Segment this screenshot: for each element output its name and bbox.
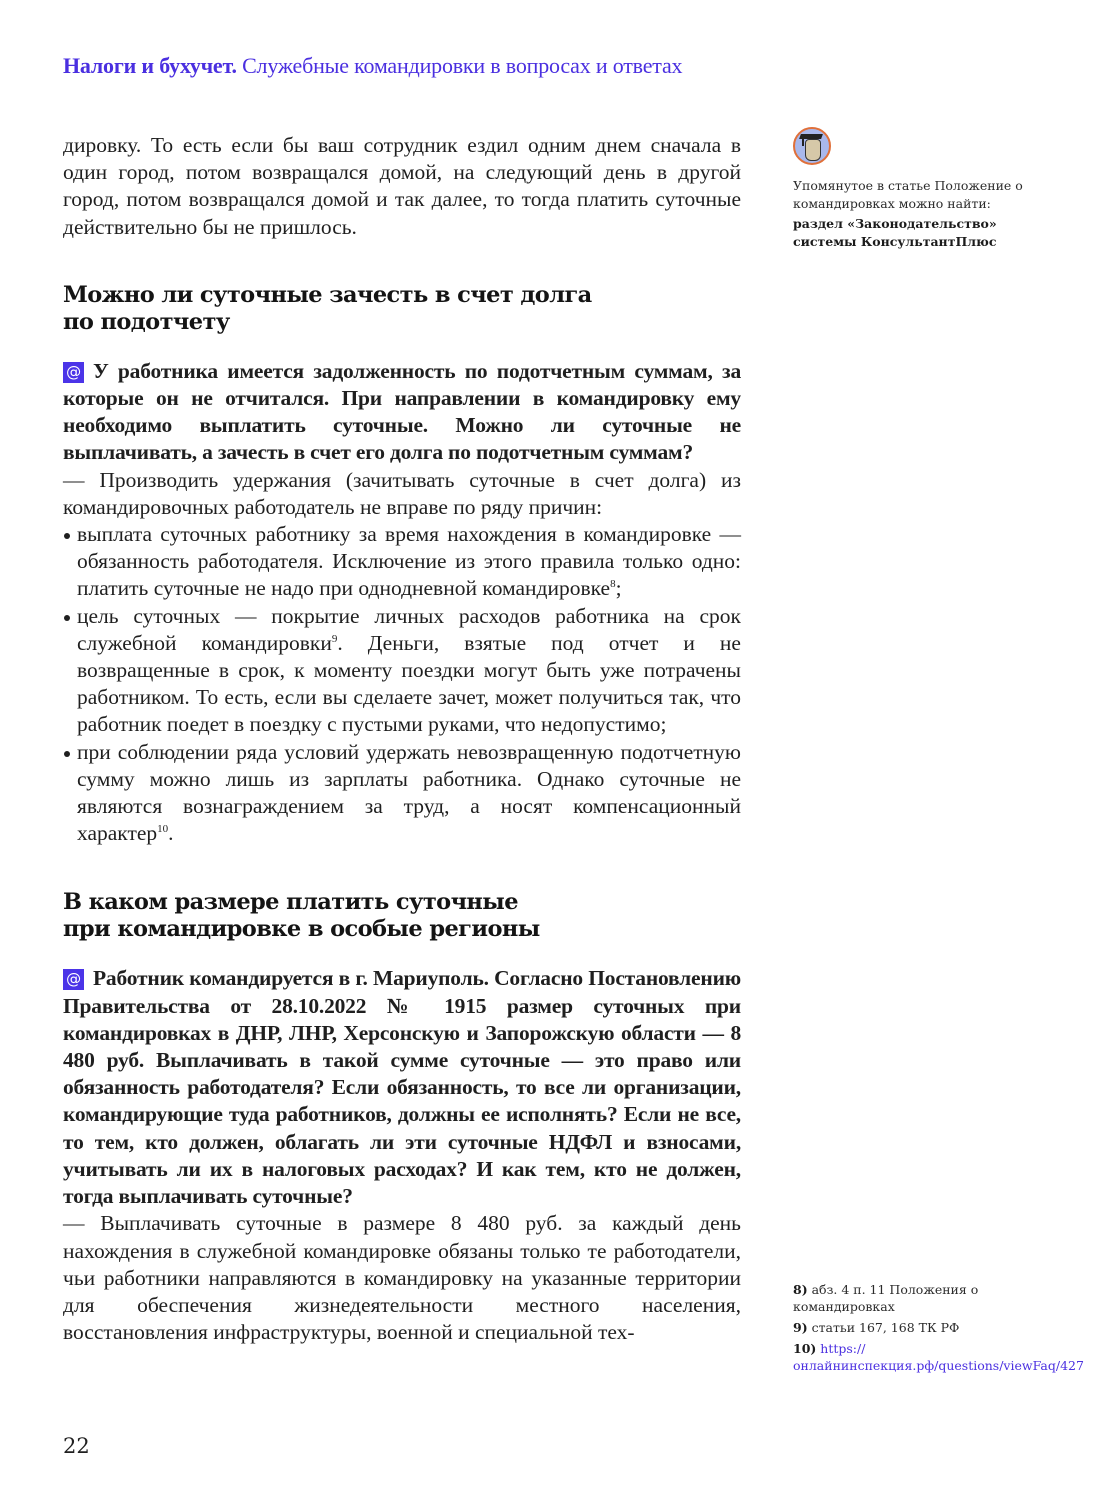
list-item-tail: . Деньги, взятые под отчет и не возвращенные в срок, к моменту поездки могут быть уже потрачены работником. То есть, если вы сделаете зачет, может получиться так, что работник поедет в поездку с пустыми руками, что недопустимо; (77, 630, 741, 737)
list-item-tail: . (168, 821, 174, 846)
footnote-ref[interactable]: 8 (610, 578, 616, 591)
section-title-offset-debt (63, 282, 741, 336)
header-subtitle: Служебные командировки в вопросах и ответах (242, 53, 683, 78)
question-text: У работника имеется задолженность по подотчетным суммам, за которые он не отчитался. При направлении в командировку ему необходимо выплатить суточные. Можно ли суточные не выплачивать, а зачесть в счет его долга по подотчетным суммам? (63, 358, 741, 465)
section-title-line: Можно ли суточные зачесть в счет долга (63, 281, 592, 308)
question-text: Работник командируется в г. Мариуполь. Согласно Постановлению Правительства от 28.10.2022 № 1915 размер суточных при командировках в ДНР, ЛНР, Херсонскую и Запорожскую области — 8 480 руб. Выплачивать в такой сумме суточные — это право или обязанность работодателя? Если обязанность, то все ли организации, командирующие туда работников, должны ее исполнять? Если не все, то тем, кто должен, облагать ли эти суточные НДФЛ и взносами, учитывать ли их в налоговых расходах? И как тем, кто не должен, тогда выплачивать суточные? (63, 966, 741, 1209)
footnote-text: статьи 167, 168 ТК РФ (811, 1320, 960, 1335)
email-question-icon: @ (63, 969, 84, 990)
reasons-list (63, 521, 741, 847)
page-number: 22 (63, 1434, 90, 1458)
consultant-avatar-icon (793, 127, 831, 165)
footnotes (793, 1281, 1084, 1378)
footnote-ref[interactable]: 10 (157, 823, 169, 836)
question-offset-debt (63, 358, 741, 467)
footnote-number: 9) (793, 1320, 808, 1335)
footnote-ref[interactable]: 9 (331, 632, 338, 645)
footnote-number: 8) (793, 1282, 808, 1297)
list-item (63, 521, 741, 603)
list-item-tail: ; (615, 576, 622, 601)
list-item (63, 739, 741, 848)
footnote-8 (793, 1281, 1033, 1315)
list-item-text: цель суточных — покрытие личных расходов работника на срок служебной командировки (77, 603, 741, 655)
header-section: Налоги и бухучет. (63, 53, 237, 78)
list-item-text: при соблюдении ряда условий удержать невозвращенную подотчетную сумму можно лишь из зарплаты работника. Однако суточные не являются вознаграждением за труд, а носят компенсационный характер (77, 739, 741, 846)
section-title-special-regions (63, 889, 741, 943)
email-question-icon: @ (63, 362, 84, 383)
answer-special-regions: — Выплачивать суточные в размере 8 480 руб. за каждый день нахождения в служебной командировке обязаны только те работодатели, чьи работники направляются в командировку на указанные территории для обеспечения жизнедеятельности местного населения, восстановления инфраструктуры, военной и специальной тех- (63, 1211, 741, 1345)
footnote-link[interactable]: https://онлайнинспекция.рф/questions/viewFaq/427 (793, 1341, 1084, 1373)
running-header (63, 53, 682, 79)
intro-paragraph: дировку. То есть если бы ваш сотрудник ездил одним днем сначала в один город, потом возвращался домой, на следующий день в другой город, потом возвращался домой и так далее, то тогда платить суточные действительно бы не пришлось. (63, 133, 741, 239)
main-column (63, 132, 741, 1346)
sidebar-note-text: Упомянутое в статье Положение о командировках можно найти: (793, 178, 1023, 211)
section-title-line: при командировке в особые регионы (63, 916, 540, 943)
section-title-line: В каком размере платить суточные (63, 889, 518, 916)
footnote-10 (793, 1340, 1084, 1374)
list-item (63, 603, 741, 739)
sidebar-note (793, 127, 1033, 251)
list-item-text: выплата суточных работнику за время нахождения в командировке — обязанность работодателя. Исключение из этого правила только одно: платить суточные не надо при однодневной командировке (77, 522, 741, 601)
answer-offset-debt: — Производить удержания (зачитывать суточные в счет долга) из командировочных работодатель не вправе по ряду причин: (63, 467, 741, 519)
footnote-number: 10) (793, 1341, 817, 1356)
sidebar-note-source: раздел «Законодательство» системы КонсультантПлюс (793, 216, 997, 249)
section-title-line: по подотчету (63, 308, 230, 335)
footnote-text: абз. 4 п. 11 Положения о командировках (793, 1282, 979, 1314)
footnote-9 (793, 1319, 1033, 1336)
question-special-regions (63, 965, 741, 1210)
